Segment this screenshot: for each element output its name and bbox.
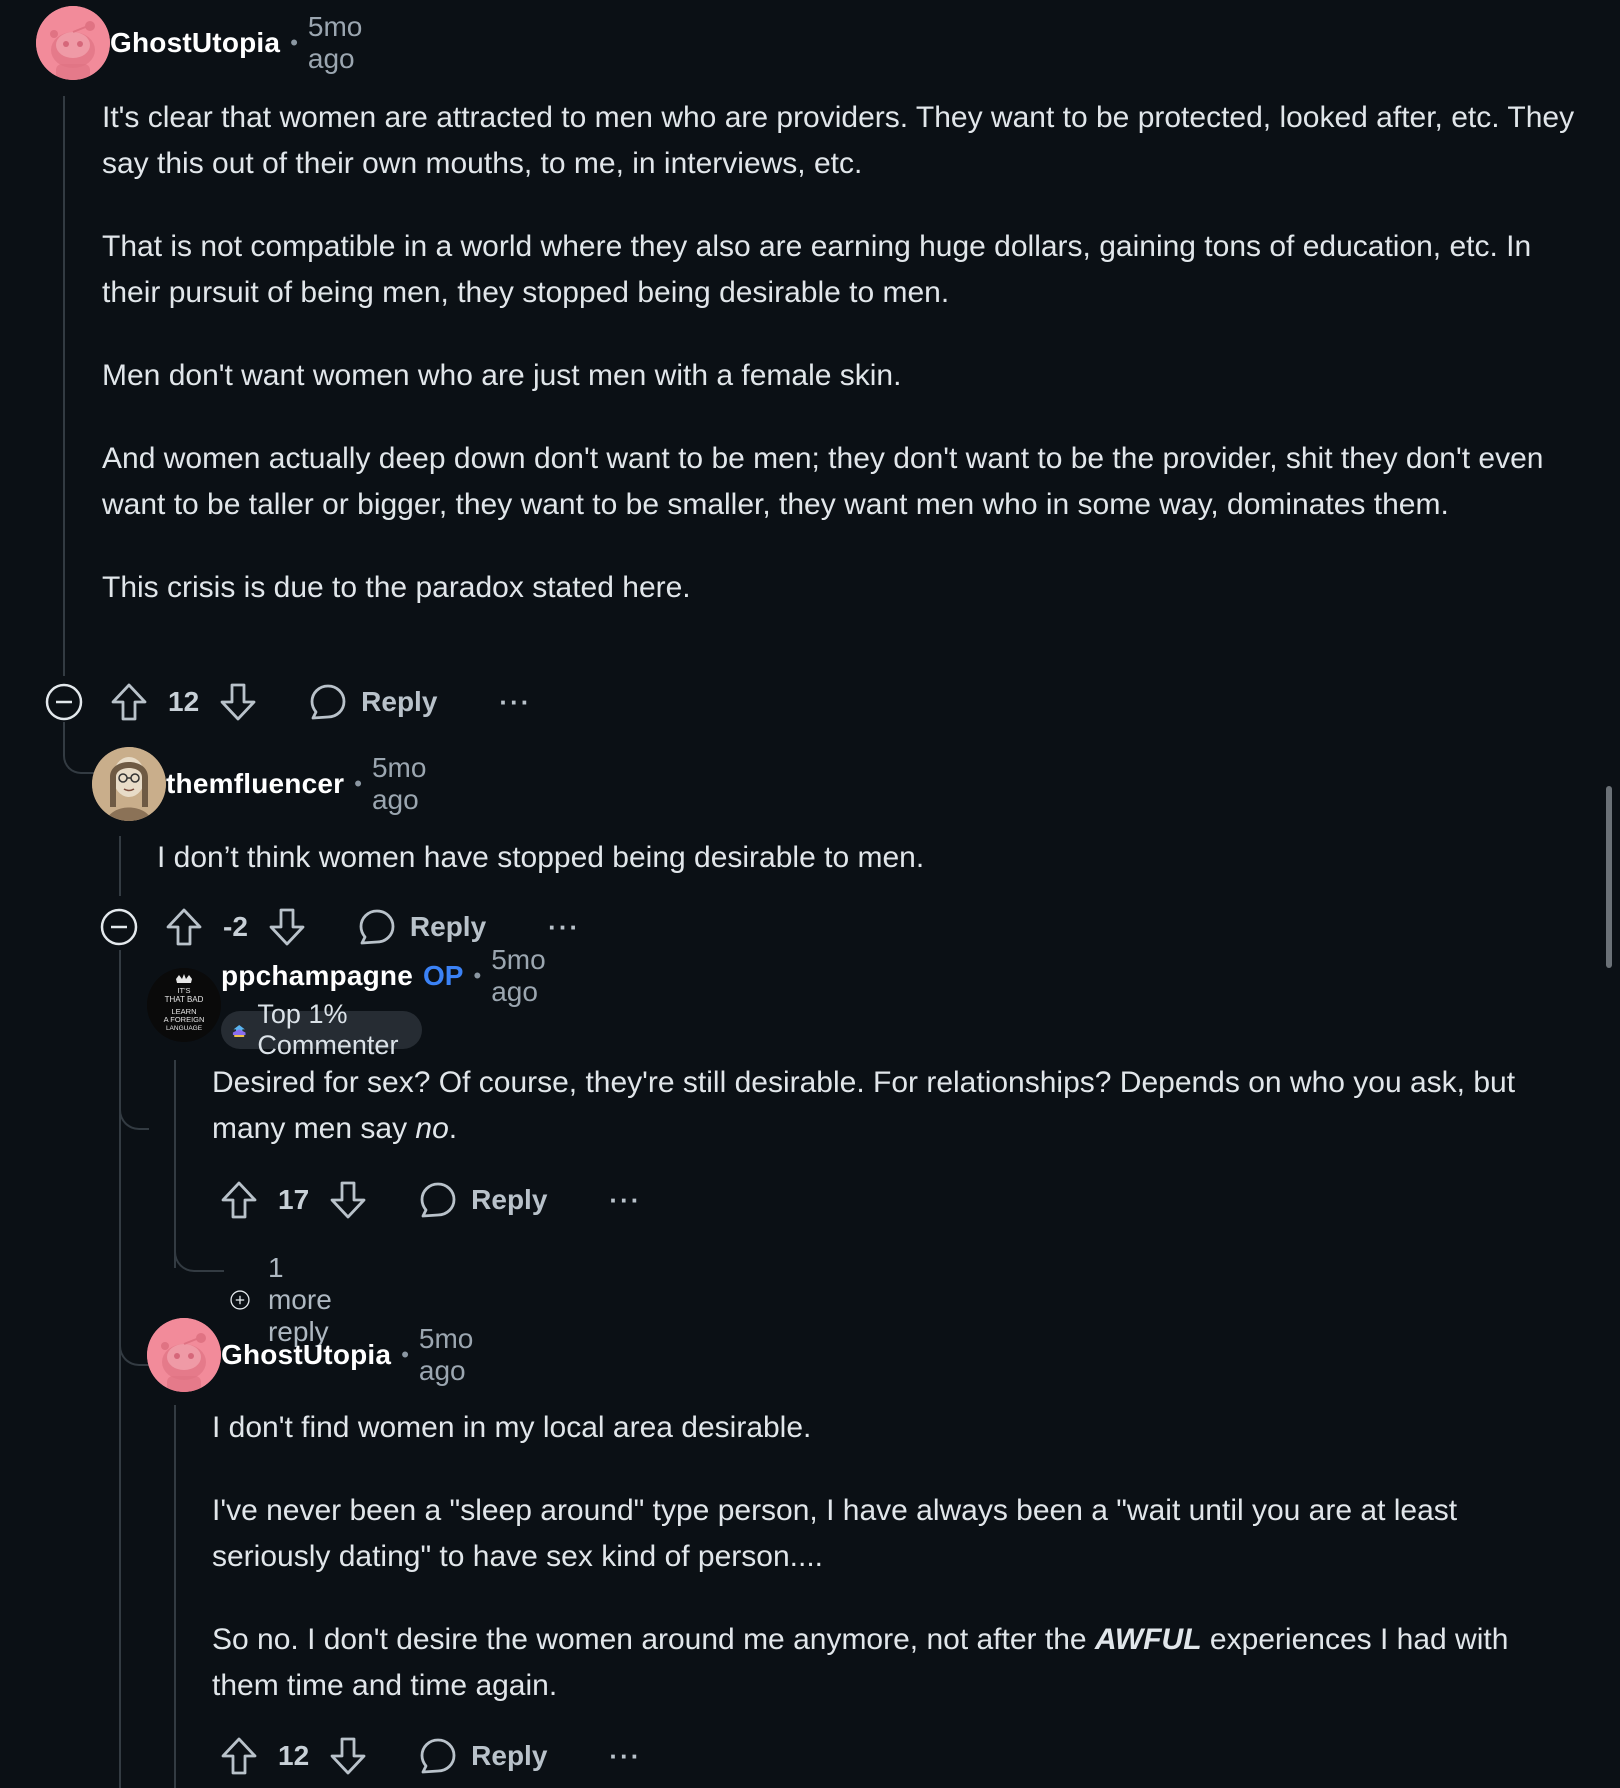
vote-score: 12	[278, 1740, 310, 1771]
portrait-avatar-icon	[92, 747, 166, 821]
reply-label: Reply	[471, 1740, 548, 1771]
reply-label: Reply	[471, 1184, 548, 1215]
comment-actions	[220, 1178, 641, 1222]
avatar-line: IT'S	[177, 986, 191, 995]
downvote-button[interactable]	[329, 1736, 367, 1776]
username[interactable]: themfluencer	[166, 768, 345, 799]
thread-elbow	[119, 1100, 149, 1130]
paragraph: I've never been a "sleep around" type person, I have always been a "wait until you are at least seriously dating" to have sex kind of person....	[212, 1494, 1458, 1573]
separator: •	[354, 771, 362, 796]
downvote-icon	[329, 1736, 367, 1776]
paragraph	[212, 1617, 1582, 1709]
more-options-button[interactable]: ···	[548, 911, 581, 942]
text-avatar-icon	[147, 968, 221, 1042]
italic-word: no	[415, 1112, 449, 1145]
upvote-icon	[220, 1180, 258, 1220]
upvote-icon	[165, 907, 203, 947]
paragraph-text: experiences I had with them time and time again.	[212, 1623, 1509, 1702]
paragraph: It's clear that women are attracted to men who are providers. They want to be protected, looked after, etc. They say this out of their own mouths, to me, in interviews, etc.	[102, 101, 1575, 180]
thread-elbow	[119, 1336, 149, 1366]
paragraph-text: .	[448, 1112, 458, 1145]
username[interactable]: ppchampagne	[221, 960, 414, 991]
thread-elbow	[174, 1228, 224, 1272]
downvote-icon	[219, 682, 257, 722]
downvote-button[interactable]	[219, 682, 257, 722]
avatar[interactable]	[92, 747, 166, 821]
reply-button[interactable]	[419, 1181, 547, 1219]
comment-body	[212, 1405, 1582, 1709]
timestamp[interactable]: 5mo ago	[307, 11, 363, 74]
comment-body	[102, 95, 1582, 611]
reply-label: Reply	[409, 911, 487, 942]
username[interactable]: GhostUtopia	[221, 1339, 392, 1370]
more-replies-label: 1 more reply	[267, 1252, 332, 1347]
reply-button[interactable]	[419, 1737, 547, 1775]
thread-line[interactable]	[174, 1405, 176, 1788]
avatar[interactable]	[147, 968, 221, 1042]
user-flair	[221, 999, 422, 1060]
thread-line[interactable]	[119, 950, 121, 1788]
comment-bubble-icon	[358, 908, 396, 946]
timestamp[interactable]: 5mo ago	[418, 1323, 474, 1386]
downvote-button[interactable]	[329, 1180, 367, 1220]
thread-line[interactable]	[63, 96, 65, 676]
upvote-icon	[220, 1736, 258, 1776]
timestamp[interactable]: 5mo ago	[491, 944, 546, 1007]
collapse-minus-icon[interactable]	[45, 683, 83, 721]
separator: •	[401, 1342, 409, 1367]
comment-header	[36, 6, 362, 80]
downvote-icon	[268, 907, 306, 947]
trophy-icon	[231, 1017, 247, 1043]
upvote-button[interactable]	[220, 1180, 258, 1220]
avatar[interactable]	[36, 6, 110, 80]
comment-header	[92, 747, 426, 821]
username[interactable]: GhostUtopia	[110, 27, 281, 58]
emphasis-word: AWFUL	[1094, 1623, 1202, 1656]
comment-bubble-icon	[419, 1181, 457, 1219]
paragraph-text: So no. I don't desire the women around me anymore, not after the	[212, 1623, 1095, 1656]
thread-line[interactable]	[63, 722, 65, 752]
avatar-line: LEARN	[171, 1007, 197, 1016]
vote-score: 17	[278, 1184, 310, 1215]
paragraph: I don’t think women have stopped being desirable to men.	[157, 841, 925, 874]
paragraph: And women actually deep down don't want to be men; they don't want to be the provider, shit they don't even want to be taller or bigger, they want to be smaller, they want men who in some way, dominates them.	[102, 442, 1544, 521]
avatar-line: THAT BAD	[164, 995, 204, 1004]
expand-plus-icon	[230, 1281, 250, 1319]
snoo-avatar-icon	[36, 6, 110, 80]
paragraph: I don't find women in my local area desirable.	[212, 1411, 812, 1444]
reply-button[interactable]	[358, 908, 486, 946]
paragraph	[212, 1060, 1582, 1152]
reply-button[interactable]	[309, 683, 437, 721]
comment-body	[212, 1060, 1582, 1152]
thread-line[interactable]	[119, 836, 121, 896]
paragraph: That is not compatible in a world where they also are earning huge dollars, gaining tons of education, etc. In their pursuit of being men, they stopped being desirable to men.	[102, 230, 1532, 309]
paragraph: This crisis is due to the paradox stated here.	[102, 571, 691, 604]
op-badge: OP	[423, 960, 464, 991]
comment-header	[147, 1318, 473, 1392]
paragraph-text: Desired for sex? Of course, they're still desirable. For relationships? Depends on who you ask, but many men say	[212, 1066, 1516, 1145]
collapse-minus-icon[interactable]	[100, 908, 138, 946]
comment-bubble-icon	[309, 683, 347, 721]
comment-body	[157, 835, 1577, 881]
avatar[interactable]	[147, 1318, 221, 1392]
more-options-button[interactable]: ···	[499, 686, 532, 717]
thread-elbow	[63, 722, 95, 774]
vote-score: 12	[168, 686, 200, 717]
scrollbar-thumb[interactable]	[1606, 786, 1612, 968]
downvote-icon	[329, 1180, 367, 1220]
avatar-line: LANGUAGE	[165, 1025, 203, 1032]
avatar-line: A FOREIGN	[163, 1015, 205, 1024]
downvote-button[interactable]	[268, 907, 306, 947]
comment-actions	[165, 905, 580, 949]
more-options-button[interactable]: ···	[609, 1740, 642, 1771]
comment-bubble-icon	[419, 1737, 457, 1775]
vote-score: -2	[223, 911, 248, 942]
separator: •	[473, 963, 482, 988]
separator: •	[290, 30, 298, 55]
comment-actions	[220, 1734, 641, 1778]
snoo-avatar-icon	[147, 1318, 221, 1392]
upvote-icon	[110, 682, 148, 722]
upvote-button[interactable]	[220, 1736, 258, 1776]
more-options-button[interactable]: ···	[609, 1184, 642, 1215]
timestamp[interactable]: 5mo ago	[371, 752, 427, 815]
paragraph: Men don't want women who are just men with a female skin.	[102, 359, 902, 392]
upvote-button[interactable]	[110, 682, 148, 722]
comment-actions	[110, 680, 531, 724]
reply-label: Reply	[361, 686, 438, 717]
flair-label: Top 1% Commenter	[257, 999, 399, 1060]
upvote-button[interactable]	[165, 907, 203, 947]
